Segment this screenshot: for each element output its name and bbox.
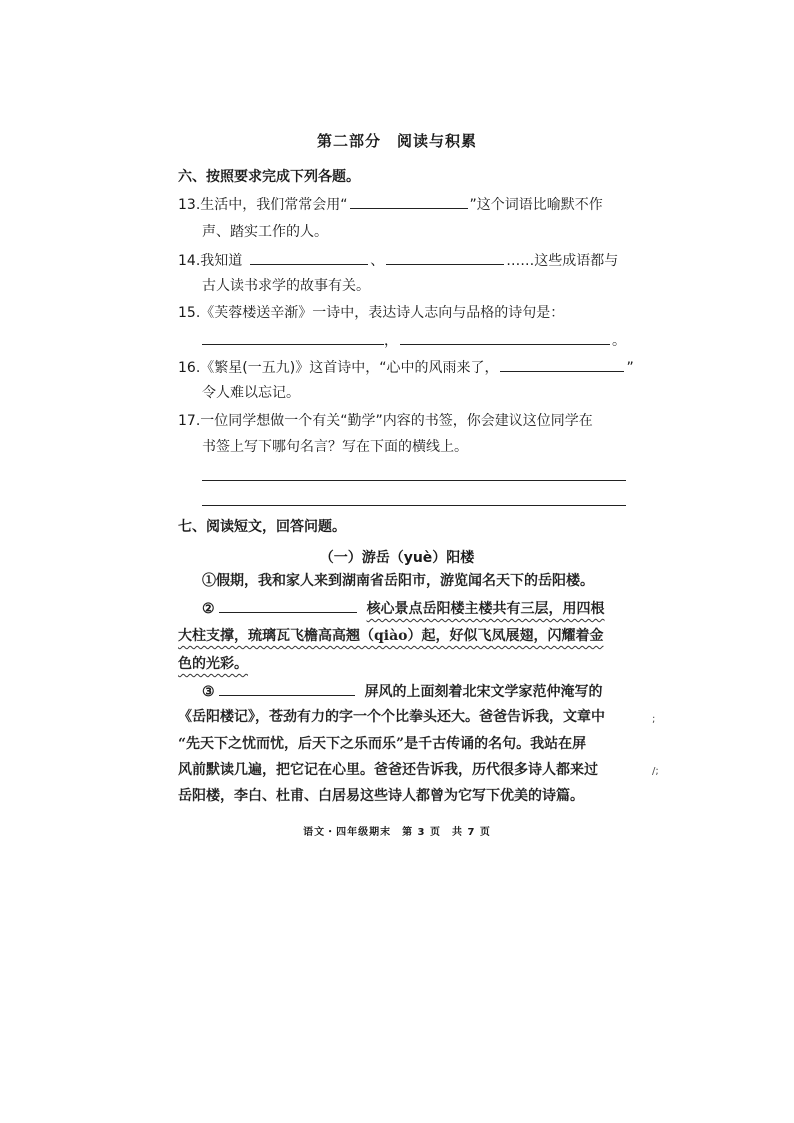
passage-title: （一）游岳（yuè）阳楼 <box>319 550 475 566</box>
q13-answer-blank[interactable] <box>350 194 468 209</box>
q15-answer-blank-2[interactable] <box>400 330 610 345</box>
question-16 <box>178 357 634 378</box>
q16-text-after: ” <box>626 360 634 376</box>
paragraph-2-line1 <box>202 598 605 619</box>
paragraph-2-answer-blank[interactable] <box>219 598 357 613</box>
q17-answer-line-1[interactable] <box>202 480 626 481</box>
q14-answer-blank-1[interactable] <box>250 250 368 265</box>
paragraph-2-number: ② <box>202 601 215 617</box>
paragraph-3-line5: 岳阳楼，李白、杜甫、白居易这些诗人都曾为它写下优美的诗篇。 <box>178 788 584 804</box>
part6-heading: 六、按照要求完成下列各题。 <box>178 169 360 185</box>
page-footer: 语文・四年级期末 第 3 页 共 7 页 <box>303 827 491 838</box>
q16-answer-blank[interactable] <box>500 357 624 372</box>
paragraph-3-line2: 《岳阳楼记》，苍劲有力的字一个个比拳头还大。爸爸告诉我，文章中 <box>178 709 605 725</box>
paragraph-3-line4: 风前默读几遍，把它记在心里。爸爸还告诉我，历代很多诗人都来过 <box>178 762 598 778</box>
margin-mark-2: /; <box>652 766 659 777</box>
q15-comma: ， <box>384 333 398 349</box>
q13-line2: 声、踏实工作的人。 <box>202 224 328 240</box>
question-17: 17.一位同学想做一个有关“勤学”内容的书签，你会建议这位同学在 <box>178 413 593 429</box>
question-15: 15.《芙蓉楼送辛渐》一诗中，表达诗人志向与品格的诗句是： <box>178 305 565 321</box>
paragraph-3-text: 屏风的上面刻着北宋文学家范仲淹写的 <box>364 684 603 700</box>
paragraph-2-line3: 色的光彩。 <box>178 656 248 672</box>
q15-period: 。 <box>612 333 626 349</box>
question-13 <box>178 194 603 215</box>
paragraph-1: ①假期，我和家人来到湖南省岳阳市，游览闻名天下的岳阳楼。 <box>202 573 594 589</box>
q15-answer-line <box>202 330 626 351</box>
paragraph-3-answer-blank[interactable] <box>219 681 355 696</box>
q15-answer-blank-1[interactable] <box>202 330 384 345</box>
q14-answer-blank-2[interactable] <box>386 250 504 265</box>
q13-text-after: ”这个词语比喻默不作 <box>469 197 603 213</box>
q14-text-after: ……这些成语都与 <box>506 253 619 269</box>
q13-text-before: 13.生活中，我们常常会用“ <box>178 197 348 213</box>
q17-line2: 书签上写下哪句名言？写在下面的横线上。 <box>202 439 468 455</box>
q14-text-before: 14.我知道 <box>178 253 243 269</box>
margin-mark-1: ; <box>652 714 656 725</box>
q14-line2: 古人读书求学的故事有关。 <box>202 278 370 294</box>
paragraph-3-line1 <box>202 681 603 702</box>
section-title: 第二部分 阅读与积累 <box>316 132 477 150</box>
q17-answer-line-2[interactable] <box>202 505 626 506</box>
part7-heading: 七、阅读短文，回答问题。 <box>178 519 346 535</box>
paragraph-2-line2: 大柱支撑，琉璃瓦飞檐高高翘（qiào）起，好似飞凤展翅，闪耀着金 <box>178 628 604 644</box>
q16-text-before: 16.《繁星(一五九)》这首诗中，“心中的风雨来了， <box>178 360 499 376</box>
q14-separator: 、 <box>370 253 385 269</box>
paragraph-3-number: ③ <box>202 684 215 700</box>
paragraph-3-line3: “先天下之忧而忧，后天下之乐而乐”是千古传诵的名句。我站在屏 <box>178 736 587 752</box>
question-14 <box>178 250 618 271</box>
q16-line2: 令人难以忘记。 <box>202 385 300 401</box>
paragraph-2-text: 核心景点岳阳楼主楼共有三层，用四根 <box>366 601 605 617</box>
